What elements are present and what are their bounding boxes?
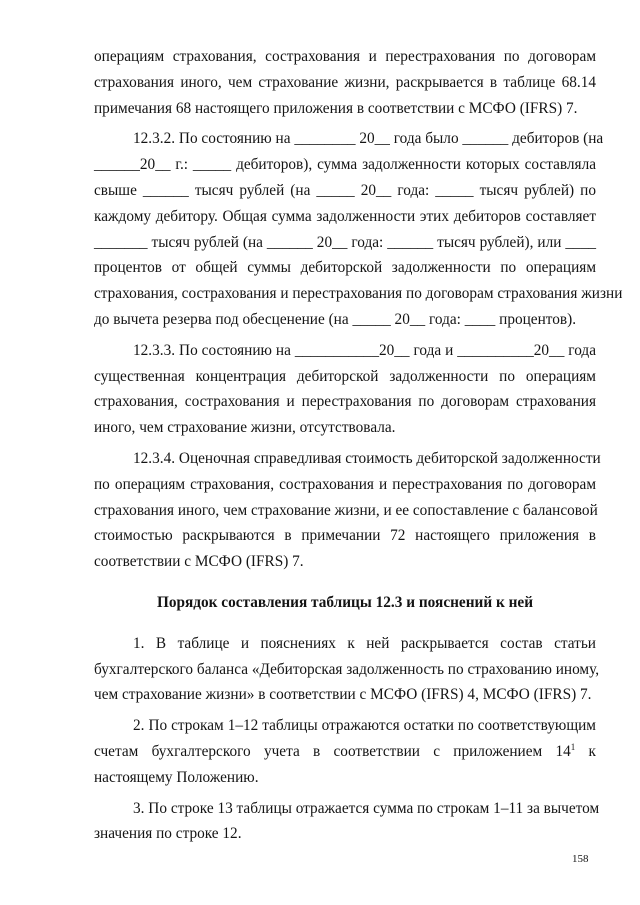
paragraph-continuation [94,44,596,121]
text-line: операциям страхования, сострахования и перестрахования по договорам [94,48,596,65]
text-line: до вычета резерва под обесценение (на _____ 20__ года: ____ процентов). [94,310,577,328]
text-line: 12.3.3. По состоянию на ___________20__ года и __________20__ года [133,341,596,359]
document-page [94,44,623,847]
paragraph-12-3-4 [94,446,601,575]
text-line: 12.3.4. Оценочная справедливая стоимость дебиторской задолженности [133,449,601,467]
text-line: страхования иного, чем страхование жизни, и ее сопоставление с балансовой [94,501,598,519]
text-line: 3. По строке 13 таблицы отражается сумма по строкам 1–11 за вычетом [133,799,600,817]
text-line: 2. По строкам 1–12 таблицы отражаются остатки по соответствующим [133,717,596,735]
text-line: соответствии с МСФО (IFRS) 7. [94,553,304,571]
text-line: 1. В таблице и пояснениях к ней раскрывается состав статьи [133,634,596,652]
text-line: существенная концентрация дебиторской задолженности по операциям [94,367,596,385]
text-line: процентов от общей суммы дебиторской задолженности по операциям [94,259,596,277]
section-heading: Порядок составления таблицы 12.3 и пояснений к ней [156,593,534,611]
list-item-3 [94,796,600,848]
text-line: значения по строке 12. [94,825,242,843]
text-line: бухгалтерского баланса «Дебиторская задолженность по страхованию иному, [94,660,600,678]
text-line: ______20__ г.: _____ дебиторов), сумма задолженности которых составляла [94,156,596,174]
text-line: иного, чем страхование жизни, отсутствовала. [94,419,396,437]
page-number: 158 [572,853,589,865]
text-line: примечания 68 настоящего приложения в соответствии с МСФО (IFRS) 7. [94,99,578,117]
text-fragment: к [575,742,596,760]
text-line: свыше ______ тысяч рублей (на _____ 20__ года: _____ тысяч рублей) по [94,181,596,199]
text-line: стоимостью раскрываются в примечании 72 настоящего приложения в [94,527,596,545]
text-line: страхования иного, чем страхование жизни, раскрывается в таблице 68.14 [94,73,596,91]
text-line: 12.3.2. По состоянию на ________ 20__ года было ______ дебиторов (на [133,130,604,148]
text-line: чем страхование жизни» в соответствии с МСФО (IFRS) 4, МСФО (IFRS) 7. [94,686,592,704]
text-line: _______ тысяч рублей (на ______ 20__ года: ______ тысяч рублей), или ____ [94,233,596,251]
list-item-1 [94,631,600,708]
paragraph-12-3-3 [94,338,596,441]
paragraph-12-3-2 [94,126,623,332]
text-line: страхования, сострахования и перестрахования по договорам страхования жизни [94,285,623,303]
footnote-marker: 1 [570,741,576,752]
text-fragment: счетам бухгалтерского учета в соответствии с приложением 14 [94,742,571,760]
list-item-2 [94,713,596,790]
text-line-with-footnote [94,739,596,765]
text-line: страхования, сострахования и перестрахования по договорам страхования [94,393,596,411]
text-line: настоящему Положению. [94,768,259,786]
text-line: каждому дебитору. Общая сумма задолженности этих дебиторов составляет [94,207,596,225]
text-line: по операциям страхования, сострахования и перестрахования по договорам [94,475,596,493]
